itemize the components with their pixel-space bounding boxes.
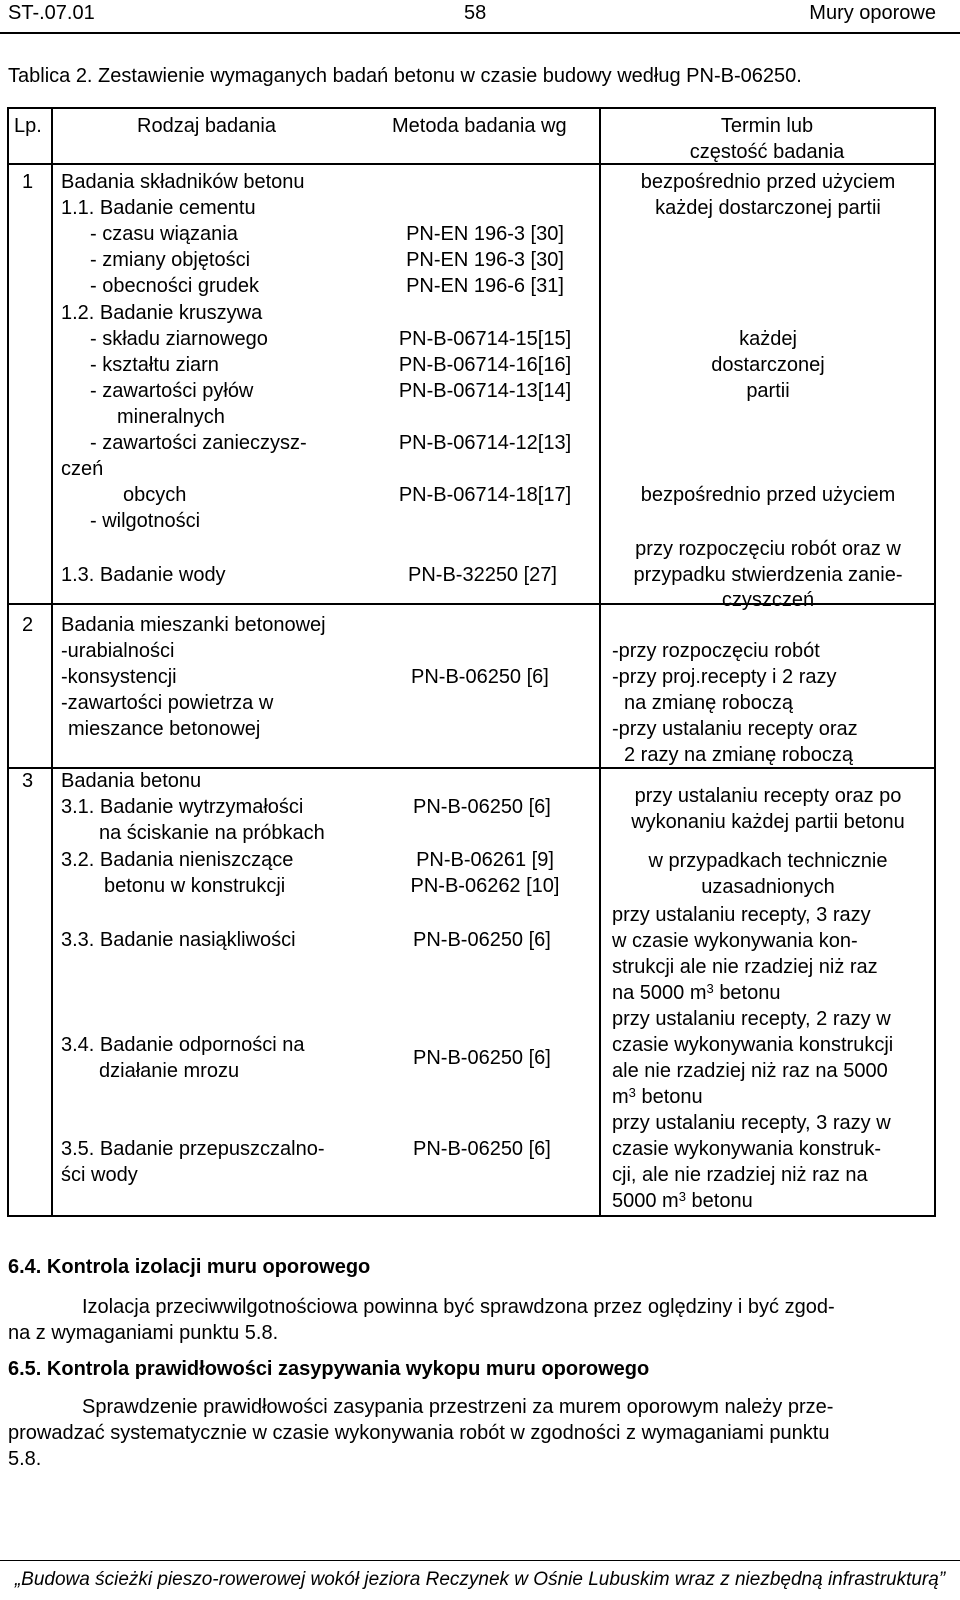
- test-item: - zmiany objętości: [90, 249, 251, 271]
- paragraph-line: 5.8.: [8, 1448, 42, 1470]
- test-frequency: strukcji ale nie rzadziej niż raz: [612, 956, 878, 978]
- footer-rule: [0, 1560, 960, 1561]
- test-frequency: ale nie rzadziej niż raz na 5000: [612, 1060, 888, 1082]
- test-item: mieszance betonowej: [68, 718, 261, 740]
- page-number: 58: [464, 2, 487, 24]
- test-item: obcych: [123, 484, 187, 506]
- test-frequency: cji, ale nie rzadziej niż raz na: [612, 1164, 868, 1186]
- row-number: 2: [22, 614, 34, 636]
- table-caption: Tablica 2. Zestawienie wymaganych badań betonu w czasie budowy według PN-B-06250.: [8, 65, 802, 87]
- test-item: Badania betonu: [61, 770, 202, 792]
- test-item: - wilgotności: [90, 510, 201, 532]
- test-item: 3.5. Badanie przepuszczalno-: [61, 1138, 325, 1160]
- test-method: PN-B-06714-13[14]: [398, 380, 572, 402]
- test-item: ści wody: [61, 1164, 138, 1186]
- test-method: PN-B-06714-12[13]: [398, 432, 572, 454]
- test-frequency: dostarczonej: [711, 354, 825, 376]
- row-number: 1: [22, 171, 34, 193]
- test-item: - zawartości pyłów: [90, 380, 254, 402]
- test-frequency: przy ustalaniu recepty, 3 razy w: [612, 1112, 891, 1134]
- test-item: -urabialności: [61, 640, 175, 662]
- header-rule: [0, 32, 960, 34]
- test-frequency: bezpośrednio przed użyciem: [640, 484, 896, 506]
- test-item: 1.1. Badanie cementu: [61, 197, 256, 219]
- test-item: 1.2. Badanie kruszywa: [61, 302, 263, 324]
- page-footer: „Budowa ścieżki pieszo-rowerowej wokół jeziora Reczynek w Ośnie Lubuskim wraz z niezbędną infrastrukturą”: [14, 1569, 946, 1590]
- header-title: Mury oporowe: [809, 2, 936, 24]
- test-frequency: przypadku stwierdzenia zanie-: [633, 564, 903, 586]
- test-frequency: czasie wykonywania konstrukcji: [612, 1034, 894, 1056]
- test-frequency: 5000 $m^3$ betonu: [612, 1189, 753, 1212]
- row-number: 3: [22, 770, 34, 792]
- test-method: PN-B-06250 [6]: [411, 666, 549, 688]
- test-frequency: czyszczeń: [721, 589, 815, 611]
- test-method: PN-B-06714-18[17]: [398, 484, 572, 506]
- test-method: PN-EN 196-6 [31]: [406, 275, 564, 297]
- test-frequency: bezpośrednio przed użyciem: [640, 171, 896, 193]
- test-frequency: -przy rozpoczęciu robót: [612, 640, 820, 662]
- test-method: PN-B-06262 [10]: [410, 875, 560, 897]
- test-frequency: przy rozpoczęciu robót oraz w: [635, 538, 901, 560]
- paragraph-line: prowadzać systematycznie w czasie wykonywania robót w zgodności z wymaganiami punktu: [8, 1422, 830, 1444]
- table-right-border: [934, 107, 936, 1217]
- test-item: -zawartości powietrza w: [61, 692, 274, 714]
- test-frequency: przy ustalaniu recepty, 2 razy w: [612, 1008, 891, 1030]
- test-frequency: przy ustalaniu recepty oraz po: [634, 785, 902, 807]
- paragraph-line: Sprawdzenie prawidłowości zasypania przestrzeni za murem oporowym należy prze-: [82, 1396, 834, 1418]
- test-frequency: partii: [746, 380, 790, 402]
- test-item: 3.4. Badanie odporności na: [61, 1034, 305, 1056]
- test-method: PN-B-06250 [6]: [413, 1047, 551, 1069]
- test-frequency: -przy ustalaniu recepty oraz: [612, 718, 858, 740]
- test-item: - kształtu ziarn: [90, 354, 219, 376]
- test-item: 3.2. Badania nieniszczące: [61, 849, 294, 871]
- test-frequency: $m^3$ betonu: [612, 1085, 703, 1108]
- test-method: PN-EN 196-3 [30]: [406, 249, 564, 271]
- test-frequency: -przy proj.recepty i 2 razy: [612, 666, 837, 688]
- col-divider-termin: [599, 107, 601, 1217]
- test-item: betonu w konstrukcji: [104, 875, 286, 897]
- col-header-lp: Lp.: [14, 115, 42, 137]
- test-method: PN-B-06714-16[16]: [398, 354, 572, 376]
- col-header-termin-1: Termin lub: [720, 115, 814, 137]
- table-top-rule: [7, 107, 936, 109]
- test-frequency: każdej: [739, 328, 797, 350]
- col-header-termin-2: częstość badania: [689, 141, 845, 163]
- test-frequency: czasie wykonywania konstruk-: [612, 1138, 881, 1160]
- col-header-metoda: Metoda badania wg: [392, 115, 567, 137]
- test-method: PN-B-06250 [6]: [413, 796, 551, 818]
- test-item: - zawartości zanieczysz-: [90, 432, 307, 454]
- test-item: 3.3. Badanie nasiąkliwości: [61, 929, 296, 951]
- test-item: 1.3. Badanie wody: [61, 564, 226, 586]
- test-method: PN-B-06261 [9]: [416, 849, 554, 871]
- page-header: [0, 0, 960, 32]
- test-item: na ściskanie na próbkach: [99, 822, 325, 844]
- test-item: Badania mieszanki betonowej: [61, 614, 326, 636]
- test-item: 3.1. Badanie wytrzymałości: [61, 796, 304, 818]
- test-frequency: 2 razy na zmianę roboczą: [624, 744, 854, 766]
- test-method: PN-B-32250 [27]: [408, 564, 557, 586]
- test-frequency: w przypadkach technicznie: [648, 850, 888, 872]
- header-spec-code: ST-.07.01: [8, 2, 95, 24]
- test-item: Badania składników betonu: [61, 171, 305, 193]
- table-left-border: [7, 107, 9, 1217]
- test-frequency: na zmianę roboczą: [624, 692, 793, 714]
- test-method: PN-EN 196-3 [30]: [406, 223, 564, 245]
- test-item: - czasu wiązania: [90, 223, 238, 245]
- test-frequency: każdej dostarczonej partii: [655, 197, 881, 219]
- test-frequency: uzasadnionych: [701, 876, 835, 898]
- test-item: - składu ziarnowego: [90, 328, 268, 350]
- section-heading: 6.5. Kontrola prawidłowości zasypywania wykopu muru oporowego: [8, 1358, 650, 1380]
- test-frequency: wykonaniu każdej partii betonu: [631, 811, 905, 833]
- test-item: działanie mrozu: [99, 1060, 240, 1082]
- test-item: mineralnych: [117, 406, 225, 428]
- paragraph-line: na z wymaganiami punktu 5.8.: [8, 1322, 279, 1344]
- section-heading: 6.4. Kontrola izolacji muru oporowego: [8, 1256, 371, 1278]
- test-method: PN-B-06714-15[15]: [398, 328, 572, 350]
- test-frequency: na 5000 $m^3$ betonu: [612, 981, 781, 1004]
- col-header-rodzaj: Rodzaj badania: [137, 115, 276, 137]
- col-divider-lp: [51, 163, 53, 1217]
- test-method: PN-B-06250 [6]: [413, 1138, 551, 1160]
- test-frequency: w czasie wykonywania kon-: [612, 930, 858, 952]
- test-method: PN-B-06250 [6]: [413, 929, 551, 951]
- col-divider-lp-header: [51, 107, 53, 165]
- test-item: - obecności grudek: [90, 275, 259, 297]
- test-item: czeń: [61, 458, 104, 480]
- paragraph-line: Izolacja przeciwwilgotnościowa powinna być sprawdzona przez oględziny i być zgod-: [82, 1296, 835, 1318]
- table-bottom-rule: [7, 1215, 936, 1217]
- test-item: -konsystencji: [61, 666, 177, 688]
- test-frequency: przy ustalaniu recepty, 3 razy: [612, 904, 871, 926]
